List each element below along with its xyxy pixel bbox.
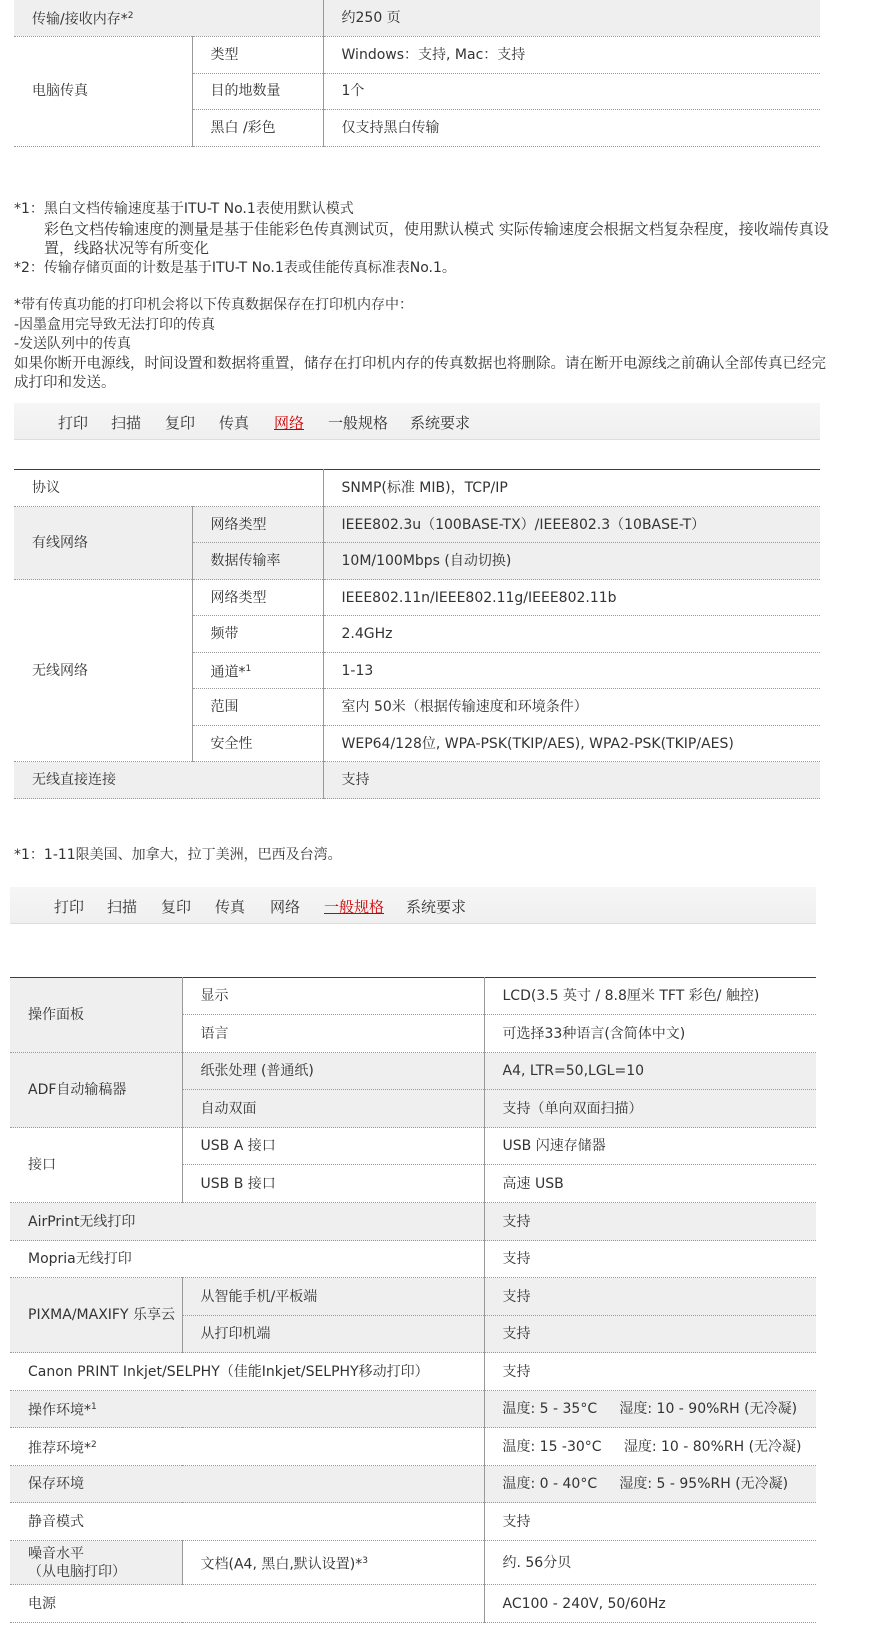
fax-note-queue: -发送队列中的传真 (14, 336, 132, 352)
fax-note-power: 如果你断开电源线，时间设置和数据将重置，储存在打印机内存的传真数据也将删除。请在断开电源线之前确认全部传真已经完成打印和发送。 (14, 355, 826, 391)
tab-system[interactable]: 系统要求 (406, 898, 467, 916)
tab-print[interactable]: 打印 (58, 414, 89, 432)
iface-usbb-value: 高速 USB (484, 1165, 816, 1203)
adf-duplex-label: 自动双面 (182, 1090, 484, 1128)
quiet-mode-label: 静音模式 (10, 1503, 484, 1541)
wireless-channel-value: 1-13 (323, 653, 820, 689)
wired-rate-value: 10M/100Mbps (自动切换) (323, 543, 820, 580)
wireless-security-value: WEP64/128位, WPA-PSK(TKIP/AES), WPA2-PSK(TKIP/AES) (323, 726, 820, 762)
cloud-phone-label: 从智能手机/平板端 (182, 1278, 484, 1316)
wired-rate-label: 数据传输率 (192, 543, 323, 580)
op-env-label: 操作环境*$^1$ (10, 1391, 484, 1428)
tab-general[interactable]: 一般规格 (324, 898, 385, 916)
power-value: AC100 - 240V, 50/60Hz (484, 1585, 816, 1623)
cloud-printer-value: 支持 (484, 1316, 816, 1353)
wireless-band-value: 2.4GHz (323, 616, 820, 653)
tab-system[interactable]: 系统要求 (410, 414, 471, 432)
tab-copy[interactable]: 复印 (165, 414, 196, 432)
memory-value: 约250 页 (323, 0, 820, 36)
mopria-label: Mopria无线打印 (10, 1241, 484, 1278)
rec-env-value: 温度: 15 -30°C 湿度: 10 - 80%RH (无冷凝) (484, 1428, 816, 1466)
tab-fax[interactable]: 传真 (219, 414, 250, 432)
adf-duplex-value: 支持（单向双面扫描） (484, 1090, 816, 1128)
iface-group: 接口 (10, 1128, 182, 1203)
pc-fax-color-value: 仅支持黑白传输 (323, 109, 820, 146)
fax-note-ink: -因墨盒用完导致无法打印的传真 (14, 316, 216, 333)
cloud-phone-value: 支持 (484, 1278, 816, 1316)
fax-note-2: *2：传输存储页面的计数是基于ITU-T No.1表或佳能传真标准表No.1。 (14, 259, 456, 276)
noise-group (10, 1541, 182, 1585)
wifi-direct-value: 支持 (323, 762, 820, 799)
protocol-label: 协议 (14, 470, 323, 507)
tab-general[interactable]: 一般规格 (328, 414, 389, 432)
noise-doc-value: 约. 56分贝 (484, 1541, 816, 1585)
cloud-group: PIXMA/MAXIFY 乐享云 (10, 1278, 182, 1353)
mopria-value: 支持 (484, 1241, 816, 1278)
panel-group: 操作面板 (10, 978, 182, 1053)
store-env-label: 保存环境 (10, 1466, 484, 1503)
adf-paper-label: 纸张处理 (普通纸) (182, 1053, 484, 1090)
iface-usba-label: USB A 接口 (182, 1128, 484, 1165)
wired-group: 有线网络 (14, 507, 192, 580)
spec-tabs-network (14, 403, 820, 440)
wireless-band-label: 频带 (192, 616, 323, 653)
wired-type-label: 网络类型 (192, 507, 323, 543)
wifi-direct-label: 无线直接连接 (14, 762, 323, 799)
adf-group: ADF自动输稿器 (10, 1053, 182, 1128)
canon-print-value: 支持 (484, 1353, 816, 1391)
panel-display-label: 显示 (182, 978, 484, 1015)
fax-spec-table (14, 0, 820, 147)
store-env-value: 温度: 0 - 40°C 湿度: 5 - 95%RH (无冷凝) (484, 1466, 816, 1503)
general-spec-table (10, 977, 816, 1623)
wireless-range-value: 室内 50米（根据传输速度和环境条件） (323, 689, 820, 726)
tab-network[interactable]: 网络 (270, 898, 301, 916)
tab-print[interactable]: 打印 (54, 898, 85, 916)
fax-note-memory: *带有传真功能的打印机会将以下传真数据保存在打印机内存中： (14, 297, 413, 313)
pc-fax-group: 电脑传真 (14, 36, 192, 146)
quiet-mode-value: 支持 (484, 1503, 816, 1541)
wireless-group: 无线网络 (14, 580, 192, 762)
fax-notes (14, 200, 834, 394)
pc-fax-dest-label: 目的地数量 (192, 73, 323, 109)
tab-scan[interactable]: 扫描 (111, 414, 142, 432)
noise-group-line1: 噪音水平 (28, 1545, 84, 1562)
adf-paper-value: A4, LTR=50,LGL=10 (484, 1053, 816, 1090)
noise-group-line2: （从电脑打印） (28, 1563, 126, 1580)
pc-fax-color-label: 黑白 /彩色 (192, 109, 323, 146)
pc-fax-dest-value: 1个 (323, 73, 820, 109)
panel-display-value: LCD(3.5 英寸 / 8.8厘米 TFT 彩色/ 触控) (484, 978, 816, 1015)
wireless-type-value: IEEE802.11n/IEEE802.11g/IEEE802.11b (323, 580, 820, 616)
fax-note-1-detail: 彩色文档传输速度的测量是基于佳能彩色传真测试页，使用默认模式 实际传输速度会根据文档复杂程度，接收端传真设置，线路状况等有所变化 (44, 219, 829, 257)
spec-tabs-general (10, 887, 816, 924)
noise-doc-label: 文档(A4, 黑白,默认设置)*$^3$ (182, 1541, 484, 1585)
rec-env-label: 推荐环境*$^2$ (10, 1428, 484, 1466)
wired-type-value: IEEE802.3u（100BASE-TX）/IEEE802.3（10BASE-T） (323, 507, 820, 543)
network-note: *1：1-11限美国、加拿大，拉丁美洲，巴西及台湾。 (14, 847, 342, 863)
network-spec-table (14, 469, 820, 799)
wireless-type-label: 网络类型 (192, 580, 323, 616)
protocol-value: SNMP(标准 MIB)，TCP/IP (323, 470, 820, 507)
canon-print-label: Canon PRINT Inkjet/SELPHY（佳能Inkjet/SELPHY移动打印） (10, 1353, 484, 1391)
airprint-value: 支持 (484, 1203, 816, 1241)
tab-copy[interactable]: 复印 (161, 898, 192, 916)
airprint-label: AirPrint无线打印 (10, 1203, 484, 1241)
wireless-channel-label: 通道*$^1$ (192, 653, 323, 689)
op-env-value: 温度: 5 - 35°C 湿度: 10 - 90%RH (无冷凝) (484, 1391, 816, 1428)
fax-note-1: *1：黑白文档传输速度基于ITU-T No.1表使用默认模式 (14, 201, 354, 217)
wireless-security-label: 安全性 (192, 726, 323, 762)
panel-lang-value: 可选择33种语言(含简体中文) (484, 1015, 816, 1053)
cloud-printer-label: 从打印机端 (182, 1316, 484, 1353)
iface-usba-value: USB 闪速存储器 (484, 1128, 816, 1165)
pc-fax-type-value: Windows：支持, Mac：支持 (323, 36, 820, 73)
panel-lang-label: 语言 (182, 1015, 484, 1053)
memory-label: 传输/接收内存*$^2$ (14, 0, 323, 36)
pc-fax-type-label: 类型 (192, 36, 323, 73)
power-label: 电源 (10, 1585, 484, 1623)
tab-network[interactable]: 网络 (274, 414, 305, 432)
wireless-range-label: 范围 (192, 689, 323, 726)
iface-usbb-label: USB B 接口 (182, 1165, 484, 1203)
tab-fax[interactable]: 传真 (215, 898, 246, 916)
tab-scan[interactable]: 扫描 (107, 898, 138, 916)
